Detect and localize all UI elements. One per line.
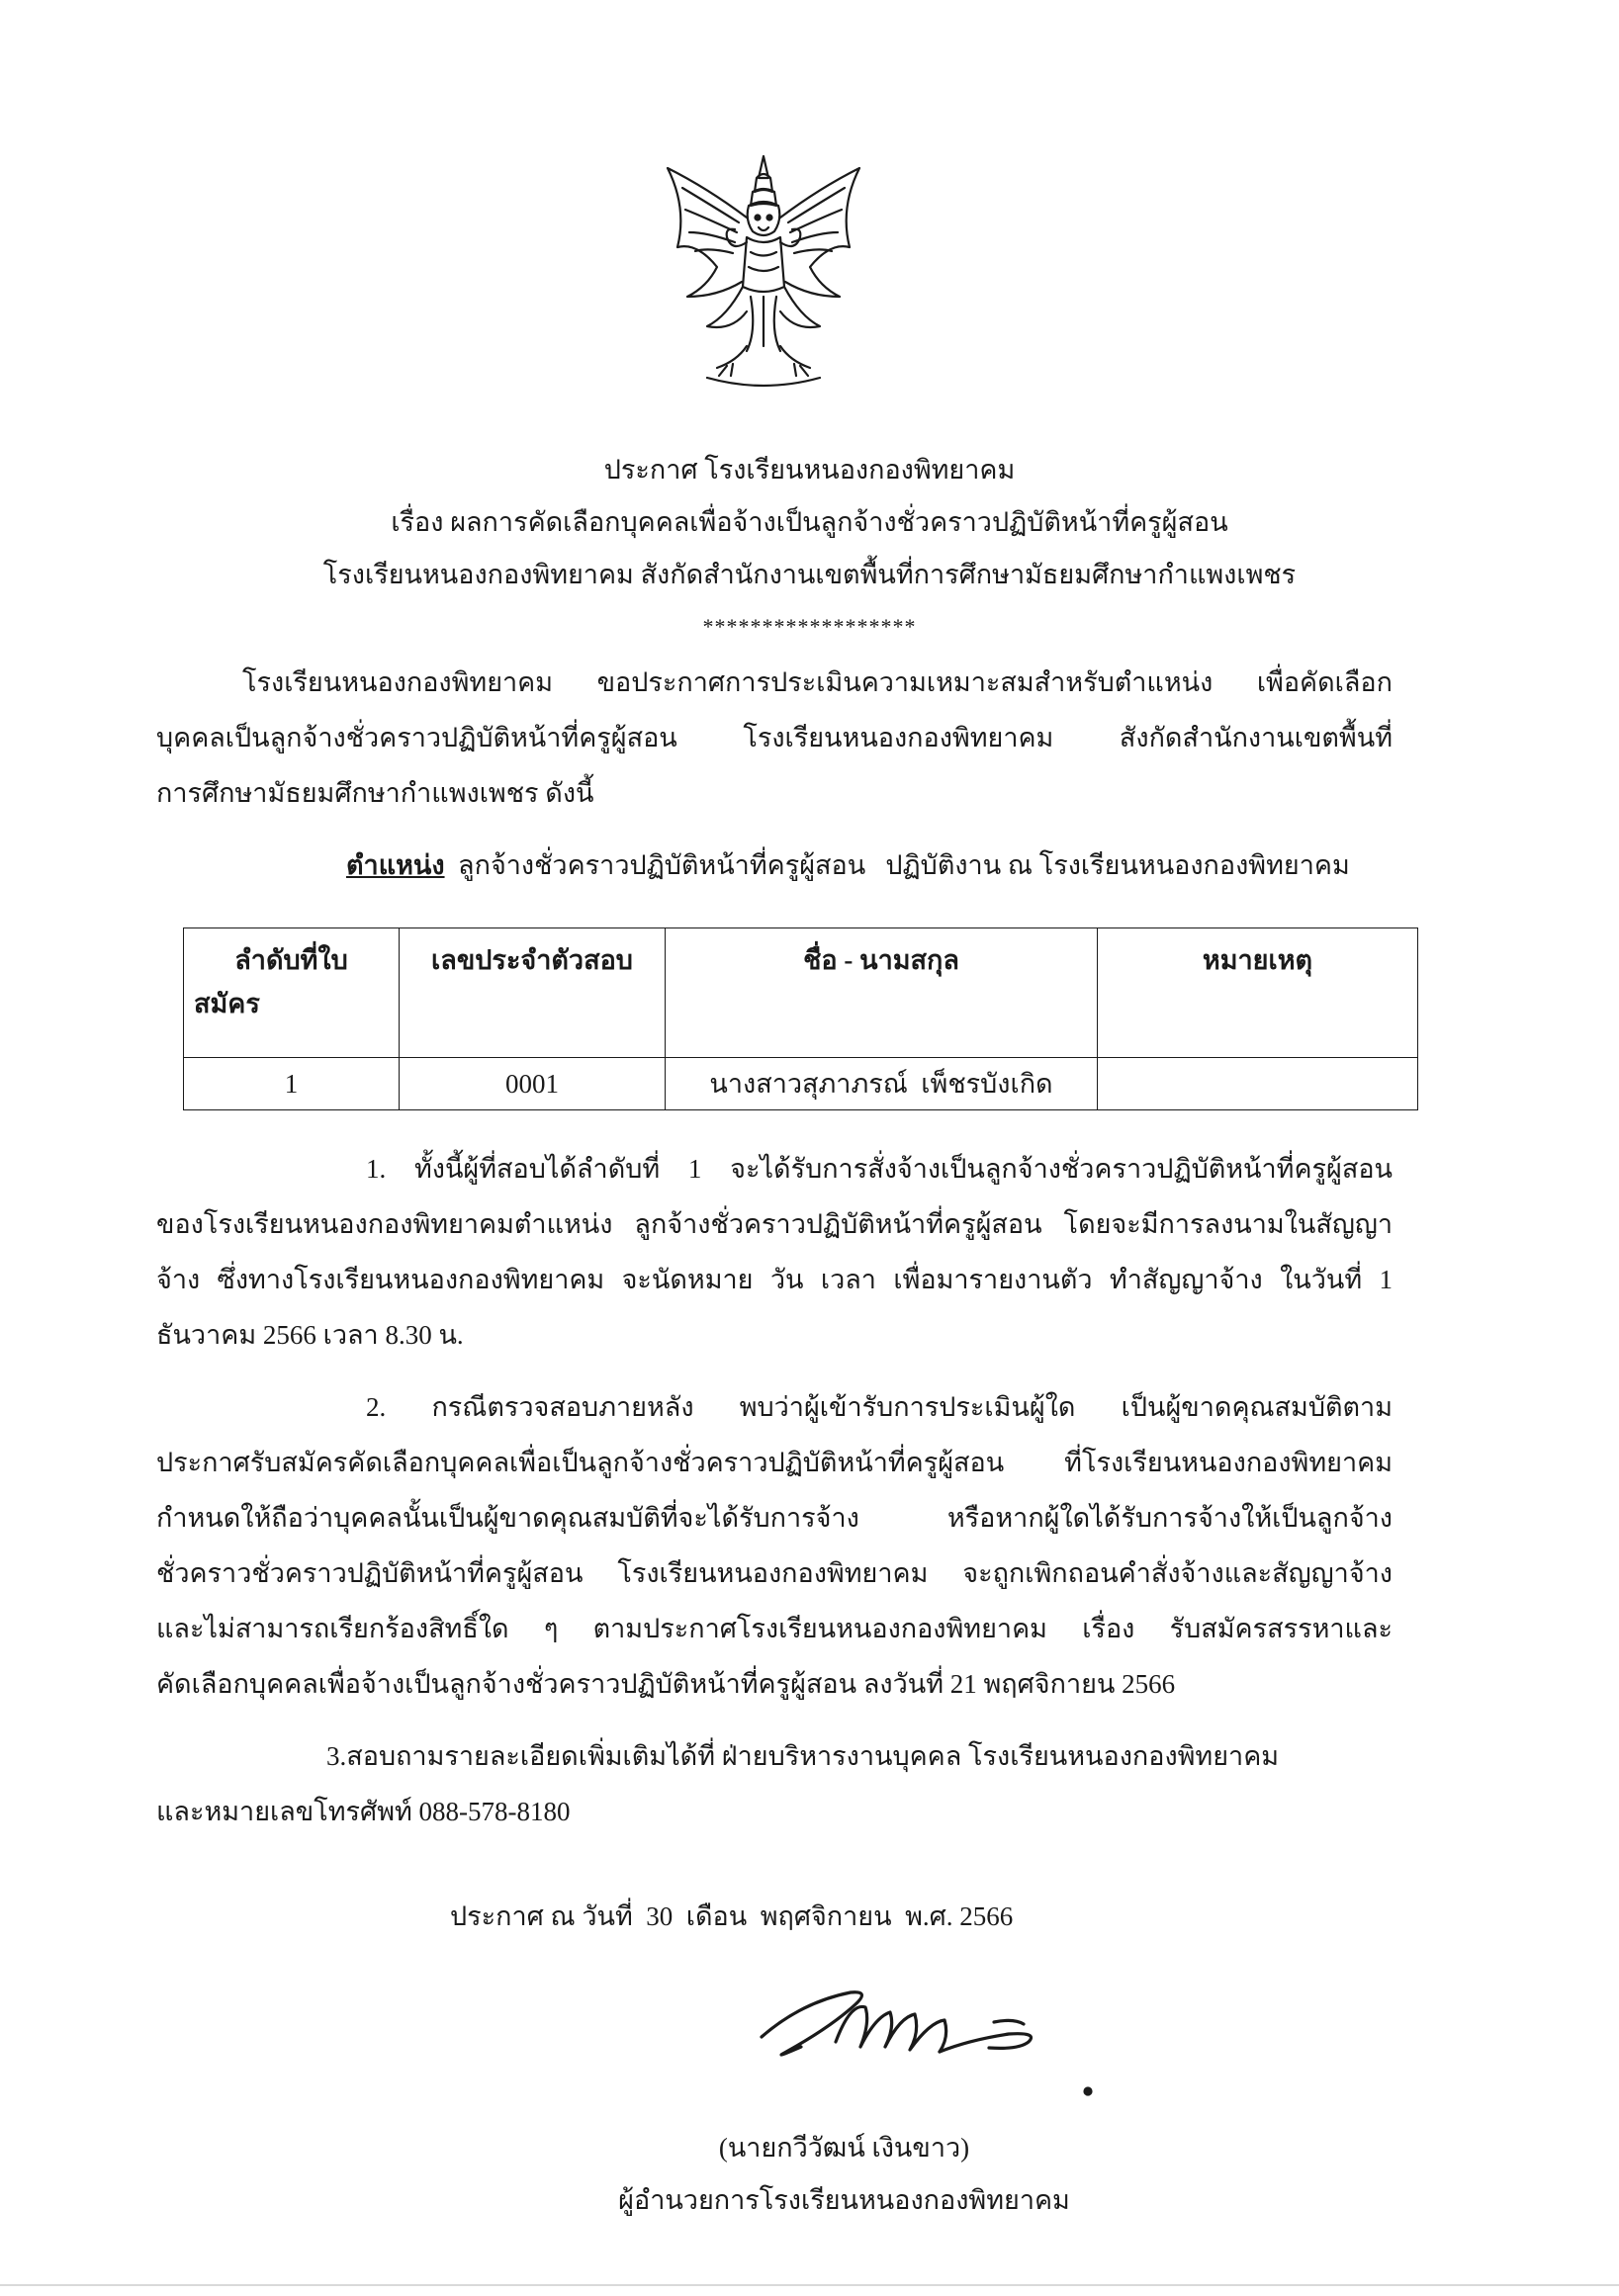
cell-exam-id: 0001	[400, 1058, 666, 1110]
cell-order: 1	[184, 1058, 400, 1110]
item3-line-2: และหมายเลขโทรศัพท์ 088-578-8180	[156, 1797, 571, 1826]
header-exam-id: เลขประจำตัวสอบ	[400, 928, 666, 1058]
announcement-subject: เรื่อง ผลการคัดเลือกบุคคลเพื่อจ้างเป็นลูกจ้างชั่วคราวปฏิบัติหน้าที่ครูผู้สอน	[391, 507, 1228, 537]
intro-line-2: บุคคลเป็นลูกจ้างชั่วคราวปฏิบัติหน้าที่ครูผู้สอน โรงเรียนหนองกองพิทยาคม สังกัดสำนักงานเขตพื้นที่	[156, 723, 1393, 752]
garuda-emblem	[648, 148, 880, 396]
item3-line-1: 3.สอบถามรายละเอียดเพิ่มเติมได้ที่ ฝ่ายบริหารงานบุคคล โรงเรียนหนองกองพิทยาคม	[326, 1741, 1280, 1771]
intro-line-3: การศึกษามัธยมศึกษากำแพงเพชร ดังนี้	[156, 778, 594, 808]
signature-image	[742, 1963, 1157, 2106]
position-line	[346, 845, 1350, 885]
item1-line-1: 1. ทั้งนี้ผู้ที่สอบได้ลำดับที่ 1 จะได้รับการสั่งจ้างเป็นลูกจ้างชั่วคราวปฏิบัติหน้าที่ครูผู้สอน	[366, 1154, 1393, 1184]
item2-line-3: กำหนดให้ถือว่าบุคคลนั้นเป็นผู้ขาดคุณสมบัติที่จะได้รับการจ้าง หรือหากผู้ใดได้รับการจ้างให้เป็นลูกจ้าง	[156, 1503, 1393, 1533]
table-row	[184, 1058, 1418, 1110]
item2-line-1: 2. กรณีตรวจสอบภายหลัง พบว่าผู้เข้ารับการประเมินผู้ใด เป็นผู้ขาดคุณสมบัติตาม	[366, 1392, 1393, 1422]
item1-line-2: ของโรงเรียนหนองกองพิทยาคมตำแหน่ง ลูกจ้างชั่วคราวปฏิบัติหน้าที่ครูผู้สอน โดยจะมีการลงนามในสัญญา	[156, 1209, 1393, 1239]
separator-stars: ******************	[702, 614, 917, 639]
signatory-title: ผู้อำนวยการโรงเรียนหนองกองพิทยาคม	[618, 2185, 1070, 2215]
intro-line-1: โรงเรียนหนองกองพิทยาคม ขอประกาศการประเมินความเหมาะสมสำหรับตำแหน่ง เพื่อคัดเลือก	[242, 667, 1393, 697]
signatory-name: (นายกวีวัฒน์ เงินขาว)	[718, 2133, 970, 2163]
result-table	[183, 927, 1418, 1110]
item2-line-5: และไม่สามารถเรียกร้องสิทธิ์ใด ๆ ตามประกาศโรงเรียนหนองกองพิทยาคม เรื่อง รับสมัครสรรหาและ	[156, 1614, 1393, 1643]
header-remark: หมายเหตุ	[1098, 928, 1418, 1058]
item1-line-4: ธันวาคม 2566 เวลา 8.30 น.	[156, 1320, 464, 1350]
cell-remark	[1098, 1058, 1418, 1110]
position-label: ตำแหน่ง	[346, 850, 445, 880]
item2-line-4: ชั่วคราวชั่วคราวปฏิบัติหน้าที่ครูผู้สอน โรงเรียนหนองกองพิทยาคม จะถูกเพิกถอนคำสั่งจ้างและสัญญาจ้าง	[156, 1558, 1393, 1588]
position-text: ลูกจ้างชั่วคราวปฏิบัติหน้าที่ครูผู้สอน ปฏิบัติงาน ณ โรงเรียนหนองกองพิทยาคม	[444, 850, 1350, 880]
cell-name: นางสาวสุภาภรณ์ เพ็ชรบังเกิด	[666, 1058, 1098, 1110]
item2-line-2: ประกาศรับสมัครคัดเลือกบุคคลเพื่อเป็นลูกจ้างชั่วคราวปฏิบัติหน้าที่ครูผู้สอน ที่โรงเรียนหนองกองพิทยาคม	[156, 1448, 1393, 1477]
table-header-row	[184, 928, 1418, 1058]
item2-line-6: คัดเลือกบุคคลเพื่อจ้างเป็นลูกจ้างชั่วคราวปฏิบัติหน้าที่ครูผู้สอน ลงวันที่ 21 พฤศจิกายน 2566	[156, 1669, 1176, 1699]
announce-date: ประกาศ ณ วันที่ 30 เดือน พฤศจิกายน พ.ศ. 2566	[450, 1901, 1014, 1931]
announcement-affiliation: โรงเรียนหนองกองพิทยาคม สังกัดสำนักงานเขตพื้นที่การศึกษามัธยมศึกษากำแพงเพชร	[322, 560, 1297, 589]
announcement-title: ประกาศ โรงเรียนหนองกองพิทยาคม	[603, 455, 1016, 485]
header-name: ชื่อ - นามสกุล	[666, 928, 1098, 1058]
header-order: ลำดับที่ใบ สมัคร	[184, 928, 400, 1058]
item1-line-3: จ้าง ซึ่งทางโรงเรียนหนองกองพิทยาคม จะนัดหมาย วัน เวลา เพื่อมารายงานตัว ทำสัญญาจ้าง ในวันที่ 1	[156, 1265, 1393, 1294]
bottom-edge-rule	[0, 2284, 1619, 2286]
